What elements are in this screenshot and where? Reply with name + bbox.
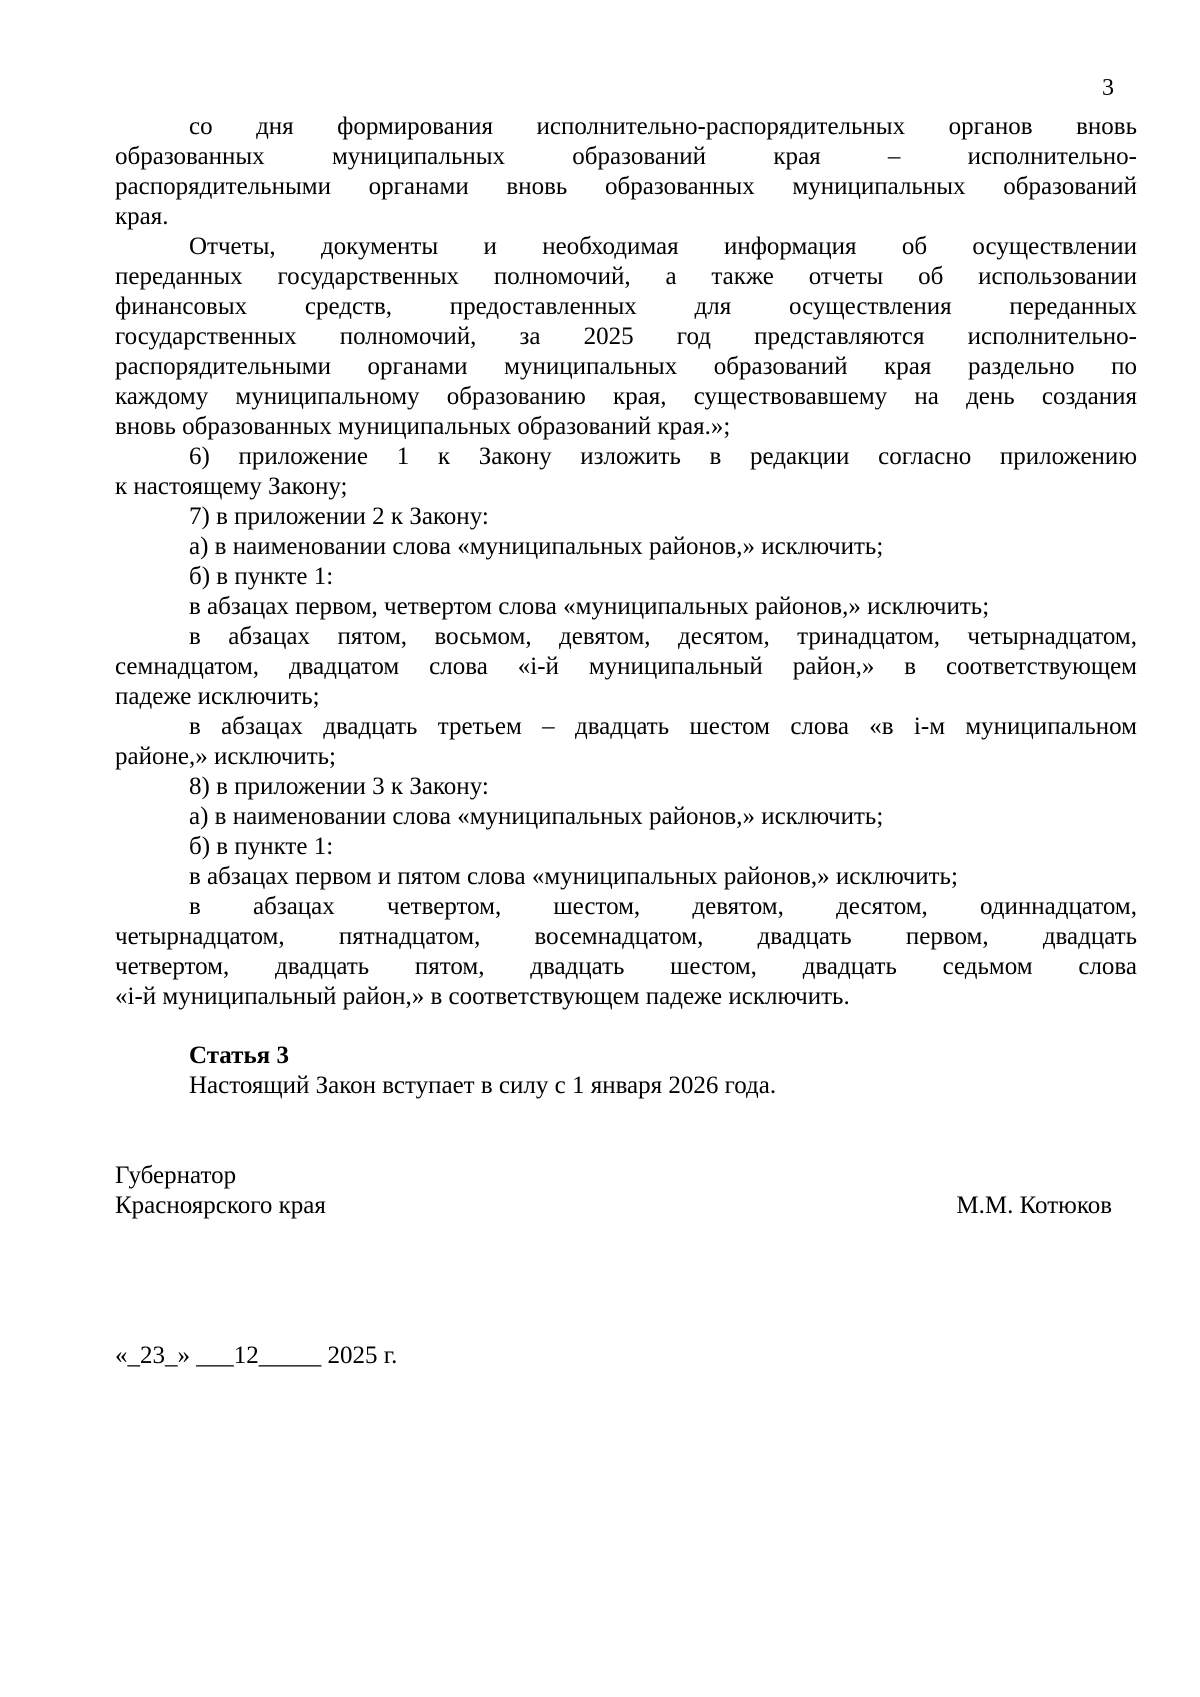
text-line: падеже исключить; <box>115 683 320 710</box>
text-line: б) в пункте 1: <box>189 563 334 590</box>
article-text: Настоящий Закон вступает в силу с 1 января 2026 года. <box>189 1072 777 1099</box>
text-line: в абзацах пятом, восьмом, девятом, десятом, тринадцатом, четырнадцатом, <box>189 623 1137 650</box>
text-line: переданных государственных полномочий, а также отчеты об использовании <box>115 263 1137 290</box>
text-line: районе,» исключить; <box>115 743 336 770</box>
text-line: распорядительными органами вновь образованных муниципальных образований <box>115 173 1137 200</box>
text-line: со дня формирования исполнительно-распорядительных органов вновь <box>189 113 1137 140</box>
text-line: в абзацах четвертом, шестом, девятом, десятом, одиннадцатом, <box>189 893 1137 920</box>
text-line: 6) приложение 1 к Закону изложить в редакции согласно приложению <box>189 443 1137 470</box>
text-line: распорядительными органами муниципальных образований края раздельно по <box>115 353 1137 380</box>
text-line: государственных полномочий, за 2025 год представляются исполнительно- <box>115 323 1137 350</box>
text-line: образованных муниципальных образований края – исполнительно- <box>115 143 1137 170</box>
text-line: Отчеты, документы и необходимая информация об осуществлении <box>189 233 1137 260</box>
signatory-name: М.М. Котюков <box>956 1192 1112 1219</box>
text-line: «i-й муниципальный район,» в соответствующем падеже исключить. <box>115 983 850 1010</box>
text-line: а) в наименовании слова «муниципальных районов,» исключить; <box>189 803 884 830</box>
signing-date: «_23_» ___12_____ 2025 г. <box>115 1342 398 1369</box>
text-line: к настоящему Закону; <box>115 473 348 500</box>
text-line: в абзацах двадцать третьем – двадцать шестом слова «в i-м муниципальном <box>189 713 1137 740</box>
text-line: семнадцатом, двадцатом слова «i-й муниципальный район,» в соответствующем <box>115 653 1137 680</box>
text-line: финансовых средств, предоставленных для осуществления переданных <box>115 293 1137 320</box>
text-line: края. <box>115 203 169 230</box>
text-line: четвертом, двадцать пятом, двадцать шестом, двадцать седьмом слова <box>115 953 1137 980</box>
text-line: в абзацах первом и пятом слова «муниципальных районов,» исключить; <box>189 863 958 890</box>
text-line: каждому муниципальному образованию края, существовавшему на день создания <box>115 383 1137 410</box>
article-heading: Статья 3 <box>189 1042 289 1069</box>
text-line: в абзацах первом, четвертом слова «муниципальных районов,» исключить; <box>189 593 990 620</box>
signatory-region: Красноярского края <box>115 1192 326 1219</box>
text-line: а) в наименовании слова «муниципальных районов,» исключить; <box>189 533 884 560</box>
page-number: 3 <box>1102 75 1114 101</box>
text-line: б) в пункте 1: <box>189 833 334 860</box>
text-line: вновь образованных муниципальных образований края.»; <box>115 413 731 440</box>
text-line: 7) в приложении 2 к Закону: <box>189 503 489 530</box>
signatory-position: Губернатор <box>115 1162 237 1189</box>
text-line: 8) в приложении 3 к Закону: <box>189 773 489 800</box>
text-line: четырнадцатом, пятнадцатом, восемнадцатом, двадцать первом, двадцать <box>115 923 1137 950</box>
